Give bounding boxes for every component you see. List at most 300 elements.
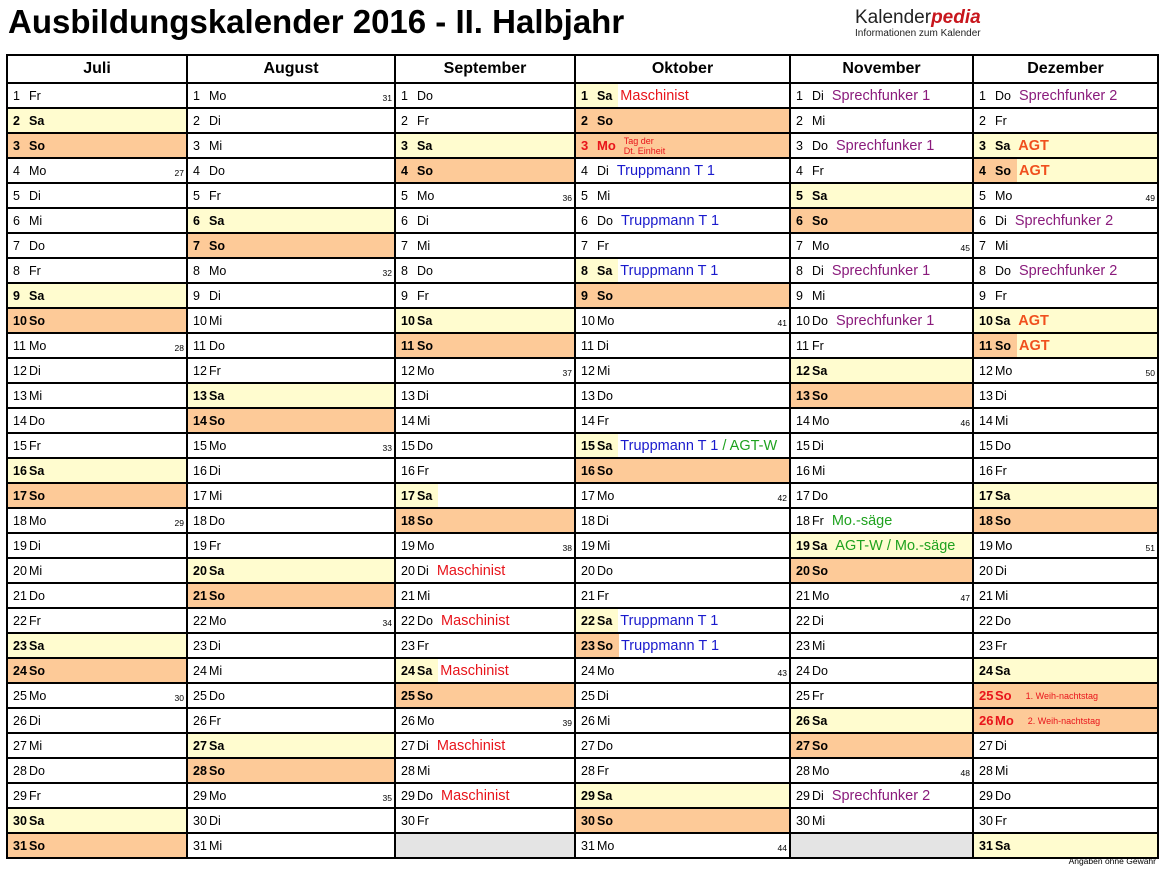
day-cell[interactable] xyxy=(974,659,1157,684)
date-label xyxy=(791,759,835,782)
day-cell[interactable] xyxy=(188,484,394,509)
day-cell[interactable] xyxy=(791,684,972,709)
day-cell[interactable] xyxy=(974,209,1157,234)
day-number: 26 xyxy=(13,713,27,728)
day-cell[interactable] xyxy=(188,159,394,184)
day-cell[interactable] xyxy=(8,584,186,609)
day-cell[interactable] xyxy=(791,534,972,559)
training-event[interactable]: Truppmann T 1 xyxy=(616,162,715,179)
day-cell[interactable] xyxy=(396,409,574,434)
date-label xyxy=(974,409,1014,432)
day-cell[interactable] xyxy=(396,434,574,459)
day-cell[interactable] xyxy=(576,634,789,659)
training-event[interactable]: Truppmann T 1 xyxy=(620,612,719,629)
day-cell[interactable] xyxy=(974,134,1157,159)
weekday-abbr: Do xyxy=(995,438,1011,453)
training-event[interactable]: Truppmann T 1 xyxy=(620,637,720,654)
date-label xyxy=(791,109,831,132)
day-cell[interactable] xyxy=(576,784,789,809)
day-cell[interactable] xyxy=(791,184,972,209)
day-cell[interactable] xyxy=(576,109,789,134)
day-cell[interactable] xyxy=(396,259,574,284)
day-cell[interactable] xyxy=(188,809,394,834)
day-cell[interactable] xyxy=(791,484,972,509)
training-event[interactable]: AGT xyxy=(1018,137,1049,154)
weekday-abbr: Di xyxy=(597,163,609,178)
weekday-abbr: So xyxy=(995,163,1011,178)
day-cell[interactable] xyxy=(974,359,1157,384)
day-cell[interactable] xyxy=(974,834,1157,857)
day-number: 30 xyxy=(13,813,27,828)
training-event[interactable]: Sprechfunker 1 xyxy=(831,262,931,279)
date-label xyxy=(188,109,227,132)
day-cell[interactable] xyxy=(576,209,789,234)
day-cell[interactable] xyxy=(188,534,394,559)
day-cell[interactable] xyxy=(974,559,1157,584)
weekday-abbr: Do xyxy=(417,263,433,278)
day-number: 4 xyxy=(979,163,986,178)
weekday-abbr: Mi xyxy=(995,588,1009,603)
date-label xyxy=(8,109,50,132)
weekday-abbr: Sa xyxy=(29,288,45,303)
day-cell[interactable] xyxy=(8,384,186,409)
weekday-abbr: So xyxy=(29,138,45,153)
day-cell[interactable] xyxy=(791,109,972,134)
training-event[interactable]: Sprechfunker 2 xyxy=(831,787,931,804)
training-event[interactable]: Mo.-säge xyxy=(831,512,893,529)
day-cell[interactable] xyxy=(791,709,972,734)
day-number: 20 xyxy=(581,563,595,578)
day-cell[interactable] xyxy=(396,209,574,234)
date-label xyxy=(188,509,231,532)
day-number: 18 xyxy=(796,513,810,528)
day-cell[interactable] xyxy=(396,809,574,834)
training-event[interactable]: Maschinist xyxy=(440,612,510,629)
day-cell[interactable] xyxy=(8,784,186,809)
day-cell[interactable] xyxy=(8,334,186,359)
day-cell[interactable] xyxy=(8,109,186,134)
day-cell[interactable] xyxy=(576,459,789,484)
day-number: 14 xyxy=(979,413,993,428)
day-cell[interactable] xyxy=(791,159,972,184)
training-event[interactable]: Maschinist xyxy=(436,562,506,579)
day-cell[interactable] xyxy=(974,684,1157,709)
day-cell[interactable] xyxy=(188,609,394,634)
day-cell[interactable] xyxy=(576,384,789,409)
day-cell[interactable] xyxy=(396,134,574,159)
day-cell[interactable] xyxy=(576,134,789,159)
day-cell[interactable] xyxy=(576,659,789,684)
day-cell[interactable] xyxy=(396,309,574,334)
day-cell[interactable] xyxy=(396,459,574,484)
day-cell[interactable] xyxy=(8,509,186,534)
day-cell[interactable] xyxy=(8,809,186,834)
date-label xyxy=(8,259,47,282)
day-number: 29 xyxy=(401,788,415,803)
day-cell[interactable] xyxy=(8,659,186,684)
date-label xyxy=(974,159,1017,182)
day-cell[interactable] xyxy=(791,384,972,409)
day-cell[interactable] xyxy=(8,634,186,659)
day-cell[interactable] xyxy=(188,709,394,734)
day-cell[interactable] xyxy=(576,509,789,534)
day-cell[interactable] xyxy=(791,334,972,359)
day-cell[interactable] xyxy=(188,359,394,384)
day-cell[interactable] xyxy=(974,759,1157,784)
day-cell[interactable] xyxy=(576,359,789,384)
training-event[interactable]: Maschinist xyxy=(436,737,506,754)
date-label xyxy=(396,634,435,657)
day-cell[interactable] xyxy=(188,659,394,684)
training-event[interactable]: Truppmann T 1 xyxy=(620,212,720,229)
day-cell[interactable] xyxy=(188,309,394,334)
training-event[interactable]: Truppmann T 1 xyxy=(620,262,719,279)
weekday-abbr: Di xyxy=(29,363,41,378)
day-cell[interactable] xyxy=(791,134,972,159)
day-cell[interactable] xyxy=(974,734,1157,759)
day-number: 4 xyxy=(581,163,588,178)
day-cell[interactable] xyxy=(396,234,574,259)
day-cell[interactable] xyxy=(396,559,574,584)
month-column-august xyxy=(188,56,396,857)
training-event[interactable]: Maschinist xyxy=(440,662,509,679)
day-number: 10 xyxy=(13,313,27,328)
day-cell[interactable] xyxy=(8,559,186,584)
date-label xyxy=(188,709,227,732)
day-cell[interactable] xyxy=(576,234,789,259)
weekday-abbr: Sa xyxy=(597,263,613,278)
training-event[interactable]: Truppmann T 1 xyxy=(620,437,719,454)
weekday-abbr: Fr xyxy=(812,688,824,703)
day-cell[interactable] xyxy=(8,534,186,559)
weekday-abbr: Di xyxy=(995,213,1007,228)
date-label xyxy=(974,534,1018,557)
day-cell[interactable] xyxy=(396,709,574,734)
weekday-abbr: So xyxy=(597,463,613,478)
day-cell[interactable] xyxy=(791,559,972,584)
day-cell[interactable] xyxy=(396,359,574,384)
day-cell[interactable] xyxy=(576,409,789,434)
day-cell[interactable] xyxy=(396,334,574,359)
training-event[interactable]: AGT xyxy=(1018,312,1049,329)
day-cell[interactable] xyxy=(974,434,1157,459)
day-cell[interactable] xyxy=(8,834,186,857)
day-cell[interactable] xyxy=(396,659,574,684)
training-event[interactable]: AGT xyxy=(1018,162,1050,179)
day-cell[interactable] xyxy=(8,309,186,334)
day-cell[interactable] xyxy=(188,434,394,459)
day-cell[interactable] xyxy=(974,409,1157,434)
day-cell[interactable] xyxy=(974,259,1157,284)
day-number: 20 xyxy=(401,563,415,578)
day-cell[interactable] xyxy=(974,509,1157,534)
day-cell[interactable] xyxy=(974,459,1157,484)
day-cell[interactable] xyxy=(791,659,972,684)
day-number: 2 xyxy=(796,113,803,128)
day-cell[interactable] xyxy=(8,84,186,109)
day-cell[interactable] xyxy=(791,284,972,309)
day-cell[interactable] xyxy=(188,334,394,359)
day-number: 13 xyxy=(401,388,415,403)
day-cell[interactable] xyxy=(576,584,789,609)
training-event[interactable]: Maschinist xyxy=(620,87,689,104)
date-label xyxy=(396,109,435,132)
day-cell[interactable] xyxy=(396,159,574,184)
day-cell[interactable] xyxy=(8,609,186,634)
month-header: Juli xyxy=(8,56,186,84)
training-event[interactable]: AGT-W / Mo.-säge xyxy=(835,537,956,554)
day-number: 17 xyxy=(979,488,993,503)
day-cell[interactable] xyxy=(791,584,972,609)
month-column-oktober xyxy=(576,56,791,857)
date-label xyxy=(576,159,615,182)
training-event[interactable]: Sprechfunker 1 xyxy=(831,87,931,104)
weekday-abbr: So xyxy=(209,763,225,778)
day-number: 21 xyxy=(796,588,810,603)
day-cell[interactable] xyxy=(396,84,574,109)
day-cell[interactable] xyxy=(188,209,394,234)
day-cell[interactable] xyxy=(791,759,972,784)
day-cell[interactable] xyxy=(188,459,394,484)
day-cell[interactable] xyxy=(791,509,972,534)
day-cell[interactable] xyxy=(791,459,972,484)
date-label xyxy=(974,309,1016,332)
day-number: 12 xyxy=(581,363,595,378)
day-number: 17 xyxy=(796,488,810,503)
day-cell[interactable] xyxy=(8,734,186,759)
day-cell[interactable] xyxy=(8,759,186,784)
weekday-abbr: Do xyxy=(29,238,45,253)
day-cell[interactable] xyxy=(396,109,574,134)
date-label xyxy=(791,84,830,107)
day-cell[interactable] xyxy=(576,84,789,109)
day-cell[interactable] xyxy=(576,284,789,309)
day-cell[interactable] xyxy=(974,534,1157,559)
day-cell[interactable] xyxy=(8,134,186,159)
day-cell[interactable] xyxy=(8,459,186,484)
day-cell[interactable] xyxy=(974,84,1157,109)
day-cell[interactable] xyxy=(8,184,186,209)
training-event[interactable]: Sprechfunker 2 xyxy=(1014,212,1114,229)
day-number: 28 xyxy=(193,763,207,778)
date-label xyxy=(791,684,830,707)
date-label xyxy=(188,609,232,632)
training-event[interactable]: Sprechfunker 2 xyxy=(1018,87,1118,104)
weekday-abbr: Mi xyxy=(812,638,826,653)
day-cell[interactable] xyxy=(396,584,574,609)
day-cell[interactable] xyxy=(974,784,1157,809)
day-cell[interactable] xyxy=(396,784,574,809)
day-cell[interactable] xyxy=(188,734,394,759)
day-cell[interactable] xyxy=(188,84,394,109)
day-cell[interactable] xyxy=(396,759,574,784)
day-cell[interactable] xyxy=(791,209,972,234)
day-number: 1 xyxy=(13,88,20,103)
day-cell[interactable] xyxy=(576,609,789,634)
day-cell[interactable] xyxy=(396,509,574,534)
weekday-abbr: Mi xyxy=(597,713,611,728)
training-event[interactable]: Maschinist xyxy=(440,787,510,804)
date-label xyxy=(576,234,615,257)
date-label xyxy=(396,784,439,807)
day-cell[interactable] xyxy=(8,159,186,184)
page-title: Ausbildungskalender 2016 - II. Halbjahr xyxy=(8,3,625,40)
day-cell[interactable] xyxy=(576,734,789,759)
day-cell[interactable] xyxy=(576,334,789,359)
day-cell[interactable] xyxy=(188,134,394,159)
day-cell[interactable] xyxy=(188,634,394,659)
training-event[interactable]: Sprechfunker 1 xyxy=(835,137,935,154)
day-number: 17 xyxy=(401,488,415,503)
day-cell[interactable] xyxy=(974,484,1157,509)
training-event[interactable]: Sprechfunker 1 xyxy=(835,312,935,329)
day-cell[interactable] xyxy=(576,834,789,857)
day-number: 24 xyxy=(401,663,415,678)
day-cell[interactable] xyxy=(791,609,972,634)
day-cell[interactable] xyxy=(974,109,1157,134)
day-cell[interactable] xyxy=(974,609,1157,634)
day-cell[interactable] xyxy=(791,784,972,809)
day-cell[interactable] xyxy=(188,234,394,259)
day-cell[interactable] xyxy=(576,184,789,209)
day-cell[interactable] xyxy=(8,209,186,234)
day-cell[interactable] xyxy=(8,434,186,459)
kalenderpedia-logo[interactable] xyxy=(855,8,981,39)
day-cell[interactable] xyxy=(188,509,394,534)
week-number: 48 xyxy=(960,768,970,778)
day-cell[interactable] xyxy=(188,584,394,609)
weekday-abbr: So xyxy=(417,163,433,178)
date-label xyxy=(8,709,47,732)
day-cell[interactable] xyxy=(188,784,394,809)
weekday-abbr: Sa xyxy=(209,563,225,578)
day-cell[interactable] xyxy=(791,409,972,434)
day-cell[interactable] xyxy=(8,359,186,384)
day-cell[interactable] xyxy=(576,759,789,784)
day-cell[interactable] xyxy=(791,359,972,384)
day-number: 11 xyxy=(796,338,809,353)
day-cell[interactable] xyxy=(8,684,186,709)
date-label xyxy=(396,184,440,207)
day-cell[interactable] xyxy=(576,484,789,509)
day-cell[interactable] xyxy=(188,559,394,584)
day-cell[interactable] xyxy=(576,809,789,834)
date-label xyxy=(188,684,231,707)
date-label xyxy=(576,609,618,632)
date-label xyxy=(791,584,835,607)
day-cell[interactable] xyxy=(791,309,972,334)
date-label xyxy=(576,334,615,357)
day-cell[interactable] xyxy=(576,309,789,334)
date-label xyxy=(791,384,834,407)
day-number: 18 xyxy=(193,513,207,528)
day-cell[interactable] xyxy=(576,259,789,284)
day-cell[interactable] xyxy=(188,409,394,434)
day-cell[interactable] xyxy=(188,684,394,709)
day-cell[interactable] xyxy=(974,634,1157,659)
day-cell[interactable] xyxy=(188,109,394,134)
day-number: 11 xyxy=(979,338,993,353)
weekday-abbr: Mi xyxy=(597,538,611,553)
day-cell[interactable] xyxy=(8,284,186,309)
day-cell[interactable] xyxy=(576,159,789,184)
day-cell[interactable] xyxy=(8,484,186,509)
weekday-abbr: Di xyxy=(597,513,609,528)
day-number: 5 xyxy=(979,188,986,203)
day-cell[interactable] xyxy=(396,184,574,209)
empty-day-cell xyxy=(791,834,972,857)
day-number: 9 xyxy=(979,288,986,303)
day-cell[interactable] xyxy=(396,609,574,634)
day-cell[interactable] xyxy=(8,259,186,284)
day-cell[interactable] xyxy=(974,159,1157,184)
logo-wordmark xyxy=(855,8,981,28)
day-cell[interactable] xyxy=(974,709,1157,734)
day-cell[interactable] xyxy=(791,634,972,659)
training-event[interactable]: Sprechfunker 2 xyxy=(1018,262,1118,279)
date-label xyxy=(791,484,834,507)
day-cell[interactable] xyxy=(396,634,574,659)
day-cell[interactable] xyxy=(791,234,972,259)
day-cell[interactable] xyxy=(576,434,789,459)
weekday-abbr: Mo xyxy=(209,88,227,103)
day-number: 18 xyxy=(401,513,415,528)
day-cell[interactable] xyxy=(974,284,1157,309)
day-cell[interactable] xyxy=(396,484,574,509)
day-cell[interactable] xyxy=(974,584,1157,609)
day-cell[interactable] xyxy=(791,809,972,834)
day-cell[interactable] xyxy=(8,234,186,259)
day-cell[interactable] xyxy=(8,709,186,734)
date-label xyxy=(188,234,231,257)
date-label xyxy=(396,134,438,157)
day-number: 5 xyxy=(796,188,803,203)
day-cell[interactable] xyxy=(791,259,972,284)
day-number: 6 xyxy=(796,213,803,228)
day-cell[interactable] xyxy=(576,559,789,584)
day-cell[interactable] xyxy=(396,384,574,409)
day-cell[interactable] xyxy=(188,259,394,284)
day-cell[interactable] xyxy=(188,184,394,209)
day-cell[interactable] xyxy=(791,84,972,109)
day-cell[interactable] xyxy=(974,309,1157,334)
day-cell[interactable] xyxy=(188,759,394,784)
day-cell[interactable] xyxy=(188,284,394,309)
day-cell[interactable] xyxy=(8,409,186,434)
day-cell[interactable] xyxy=(791,434,972,459)
day-cell[interactable] xyxy=(974,384,1157,409)
day-cell[interactable] xyxy=(576,709,789,734)
day-cell[interactable] xyxy=(576,684,789,709)
day-cell[interactable] xyxy=(396,534,574,559)
day-cell[interactable] xyxy=(791,734,972,759)
weekday-abbr: Fr xyxy=(417,113,429,128)
date-label xyxy=(188,384,230,407)
day-cell[interactable] xyxy=(576,534,789,559)
day-cell[interactable] xyxy=(974,334,1157,359)
training-event-secondary[interactable]: / AGT-W xyxy=(718,437,778,454)
day-number: 23 xyxy=(193,638,207,653)
day-cell[interactable] xyxy=(974,184,1157,209)
day-cell[interactable] xyxy=(188,384,394,409)
day-cell[interactable] xyxy=(974,809,1157,834)
day-cell[interactable] xyxy=(974,234,1157,259)
training-event[interactable]: AGT xyxy=(1018,337,1050,354)
day-cell[interactable] xyxy=(396,684,574,709)
day-cell[interactable] xyxy=(188,834,394,857)
day-cell[interactable] xyxy=(396,734,574,759)
day-cell[interactable] xyxy=(396,284,574,309)
